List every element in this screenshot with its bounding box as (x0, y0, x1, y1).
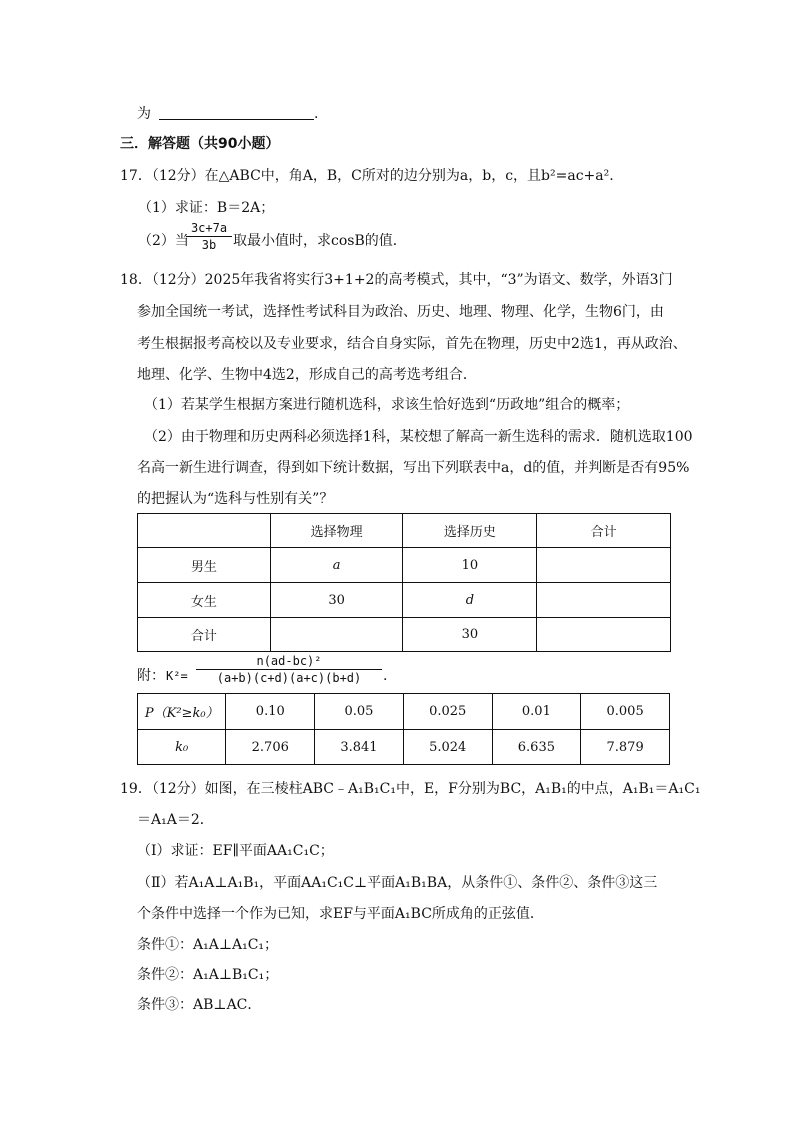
table-cell: 6.635 (492, 730, 581, 765)
q18-number: 18． (120, 272, 152, 288)
q19-condition-1: 条件①：A₁A⊥A₁C₁； (137, 937, 279, 953)
table-cell (537, 618, 671, 652)
table-cell (537, 583, 671, 618)
table-cell: 选择历史 (403, 514, 537, 548)
q17-fraction (186, 221, 232, 252)
table-row (138, 548, 671, 583)
q18-text-7: 的把握认为“选科与性别有关”？ (137, 491, 334, 507)
table-row (138, 730, 670, 765)
table-cell (537, 548, 671, 583)
q19-condition-2: 条件②：A₁A⊥B₁C₁； (137, 967, 279, 983)
table-cell: P（K²≥k₀） (138, 694, 226, 730)
formula-lhs: K²= (166, 669, 188, 683)
critical-value-table (137, 693, 670, 765)
table-cell: 男生 (138, 548, 271, 583)
table-cell: 0.10 (226, 694, 315, 730)
q17-part2-prefix: （2）当 (138, 233, 189, 249)
q17-frac-num: 3c+7a (190, 221, 228, 235)
q19-part2-line1: （Ⅱ）若A₁A⊥A₁B₁，平面AA₁C₁C⊥平面A₁B₁BA，从条件①、条件②、条件③这三 (137, 875, 658, 891)
q18-text-4: （1）若某学生根据方案进行随机选科，求该生恰好选到“历政地”组合的概率； (144, 397, 630, 413)
table-cell: 0.05 (315, 694, 404, 730)
formula-den: (a+b)(c+d)(a+c)(b+d) (216, 671, 362, 685)
appendix-label: 附： (137, 668, 165, 684)
table-cell (270, 618, 403, 652)
table-row (138, 583, 671, 618)
q17-text: （12分）在△ABC中，角A，B，C所对的边分别为a，b，c，且b²=ac+a². (151, 168, 614, 184)
k2-formula (196, 654, 382, 685)
table-cell: 10 (403, 548, 537, 583)
answer-period: . (314, 106, 319, 122)
answer-blank (159, 106, 314, 120)
table-cell (138, 514, 271, 548)
q19-text: （12分）如图，在三棱柱ABC﹣A₁B₁C₁中，E，F分别为BC，A₁B₁的中点，A₁B₁＝A₁C₁ (151, 781, 701, 797)
q18-text-5: （2）由于物理和历史两科必须选择1科，某校想了解高一新生选科的需求．随机选取100 (144, 429, 693, 445)
table-cell: 2.706 (226, 730, 315, 765)
table-cell: 女生 (138, 583, 271, 618)
q17-part1: （1）求证：B＝2A； (138, 200, 275, 216)
table-cell: 0.025 (403, 694, 492, 730)
q18-text-2: 考生根据报考高校以及专业要求，结合自身实际，首先在物理，历史中2选1，再从政治、 (137, 336, 687, 352)
q17-part2-suffix: 取最小值时，求cosB的值． (233, 233, 407, 249)
table-row (138, 514, 671, 548)
q19-number: 19． (120, 781, 152, 797)
table-cell: 30 (270, 583, 403, 618)
answer-prefix: 为 (137, 106, 151, 122)
q18-text-3: 地理、化学、生物中4选2，形成自己的高考选考组合． (137, 367, 477, 383)
q18-text-0: （12分）2025年我省将实行3+1+2的高考模式，其中，“3”为语文、数学，外语3门 (151, 272, 673, 288)
q17-number: 17． (120, 168, 152, 184)
table-cell: 5.024 (403, 730, 492, 765)
table-cell: 30 (403, 618, 537, 652)
q19-line2: ＝A₁A＝2． (137, 812, 214, 828)
q19-part2-line2: 个条件中选择一个作为已知，求EF与平面A₁BC所成角的正弦值． (137, 906, 544, 922)
table-cell: 合计 (138, 618, 271, 652)
table-cell: 0.005 (581, 694, 670, 730)
table-cell: 7.879 (581, 730, 670, 765)
q17-line1 (120, 167, 614, 185)
answer-line (137, 105, 318, 123)
section-heading: 三．解答题（共90小题） (120, 136, 280, 152)
table-cell: a (270, 548, 403, 583)
table-cell: 0.01 (492, 694, 581, 730)
fraction-bar (186, 236, 232, 237)
table-cell: 选择物理 (270, 514, 403, 548)
q19-condition-3: 条件③：AB⊥AC． (137, 997, 262, 1013)
fraction-bar (196, 669, 382, 670)
q18-line1 (120, 271, 673, 289)
table-cell: 合计 (537, 514, 671, 548)
table-cell: d (403, 583, 537, 618)
table-cell: 3.841 (315, 730, 404, 765)
q18-text-1: 参加全国统一考试，选择性考试科目为政治、历史、地理、物理、化学，生物6门，由 (137, 304, 664, 320)
table-cell: k₀ (138, 730, 226, 765)
formula-period: . (383, 668, 388, 684)
q18-text-6: 名高一新生进行调查，得到如下统计数据，写出下列联表中a，d的值，并判断是否有95% (137, 460, 690, 476)
contingency-table (137, 513, 671, 652)
q19-part1: （Ⅰ）求证：EF∥平面AA₁C₁C； (137, 843, 334, 859)
q17-frac-den: 3b (201, 238, 217, 252)
table-row (138, 694, 670, 730)
table-row (138, 618, 671, 652)
formula-num: n(ad-bc)² (256, 654, 322, 668)
q19-line1 (120, 780, 700, 798)
